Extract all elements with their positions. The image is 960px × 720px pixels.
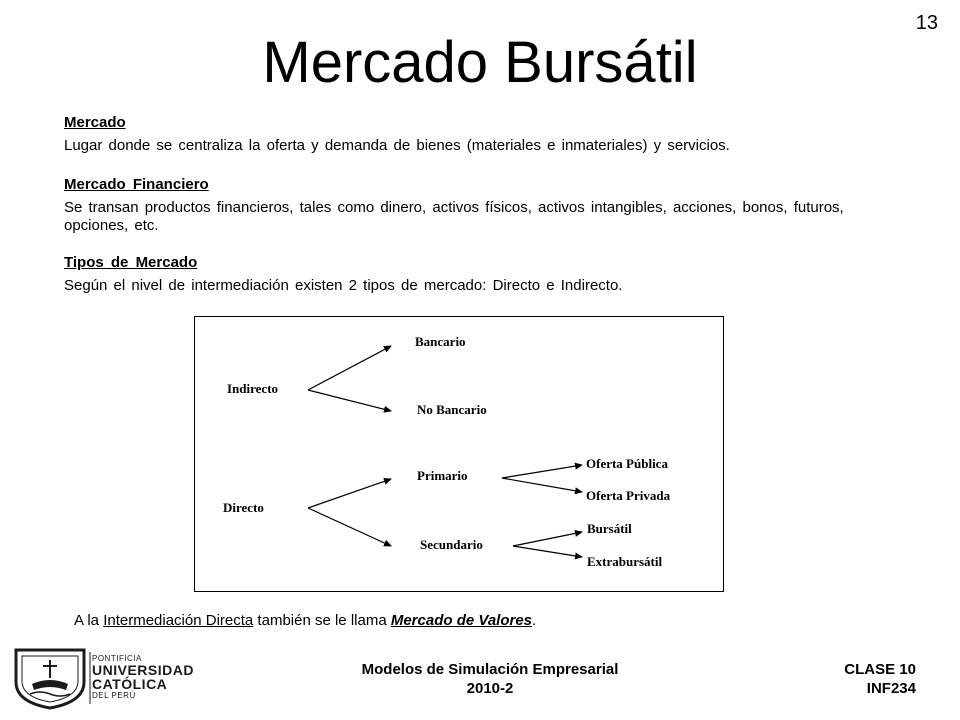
- section-text: Según el nivel de intermediación existen 2 tipos de mercado: Directo e Indirecto.: [64, 277, 623, 294]
- node-oferta-publica: Oferta Pública: [586, 456, 668, 471]
- section-mercado-financiero: [64, 176, 854, 235]
- arrow-primario-oferta-privada: [502, 478, 582, 492]
- university-name: [92, 654, 194, 700]
- node-oferta-privada: Oferta Privada: [586, 488, 671, 503]
- node-no-bancario: No Bancario: [417, 402, 487, 417]
- footer-class-label: CLASE 10: [844, 661, 916, 678]
- arrow-secundario-extrabursatil: [513, 546, 582, 557]
- node-secundario: Secundario: [420, 537, 483, 552]
- section-heading: Mercado: [64, 114, 126, 131]
- section-tipos-de-mercado: [64, 254, 854, 295]
- logo-line-3: CATÓLICA: [92, 676, 168, 692]
- footnote: [74, 612, 536, 629]
- footer-class-info: [844, 660, 916, 698]
- note-underlined: Intermediación Directa: [103, 612, 254, 629]
- arrow-secundario-bursatil: [513, 532, 582, 546]
- note-suffix: .: [532, 612, 537, 629]
- footer-course-info: [330, 660, 650, 698]
- node-bancario: Bancario: [415, 334, 466, 349]
- logo-line-4: DEL PERÚ: [92, 691, 136, 700]
- note-prefix: A la: [74, 612, 104, 629]
- arrow-directo-primario: [308, 479, 391, 508]
- footer-term: 2010-2: [466, 680, 514, 697]
- note-emphasis: Mercado de Valores: [390, 612, 533, 629]
- section-heading: Tipos de Mercado: [64, 254, 198, 271]
- logo-line-2: UNIVERSIDAD: [92, 662, 194, 678]
- note-middle: también se le llama: [253, 612, 391, 629]
- slide-number: 13: [915, 12, 938, 34]
- market-types-diagram: [194, 316, 724, 592]
- node-bursatil: Bursátil: [587, 521, 632, 536]
- slide-title: Mercado Bursátil: [262, 30, 698, 95]
- section-text: Se transan productos financieros, tales como dinero, activos físicos, activos intangibles, acciones, bonos, futuros, opciones, etc.: [64, 199, 844, 234]
- node-directo: Directo: [223, 500, 264, 515]
- node-primario: Primario: [417, 468, 468, 483]
- footer-code: INF234: [866, 680, 916, 697]
- arrow-indirecto-bancario: [308, 346, 391, 390]
- node-extrabursatil: Extrabursátil: [587, 554, 663, 569]
- arrow-primario-oferta-publica: [502, 465, 582, 478]
- section-mercado: [64, 114, 854, 155]
- footer-course: Modelos de Simulación Empresarial: [361, 661, 619, 678]
- node-indirecto: Indirecto: [227, 381, 279, 396]
- arrow-indirecto-no-bancario: [308, 390, 391, 411]
- arrow-directo-secundario: [308, 508, 391, 546]
- logo-line-1: PONTIFICIA: [92, 654, 142, 663]
- section-text: Lugar donde se centraliza la oferta y demanda de bienes (materiales e inmateriales) y servicios.: [64, 137, 730, 154]
- section-heading: Mercado Financiero: [64, 176, 209, 193]
